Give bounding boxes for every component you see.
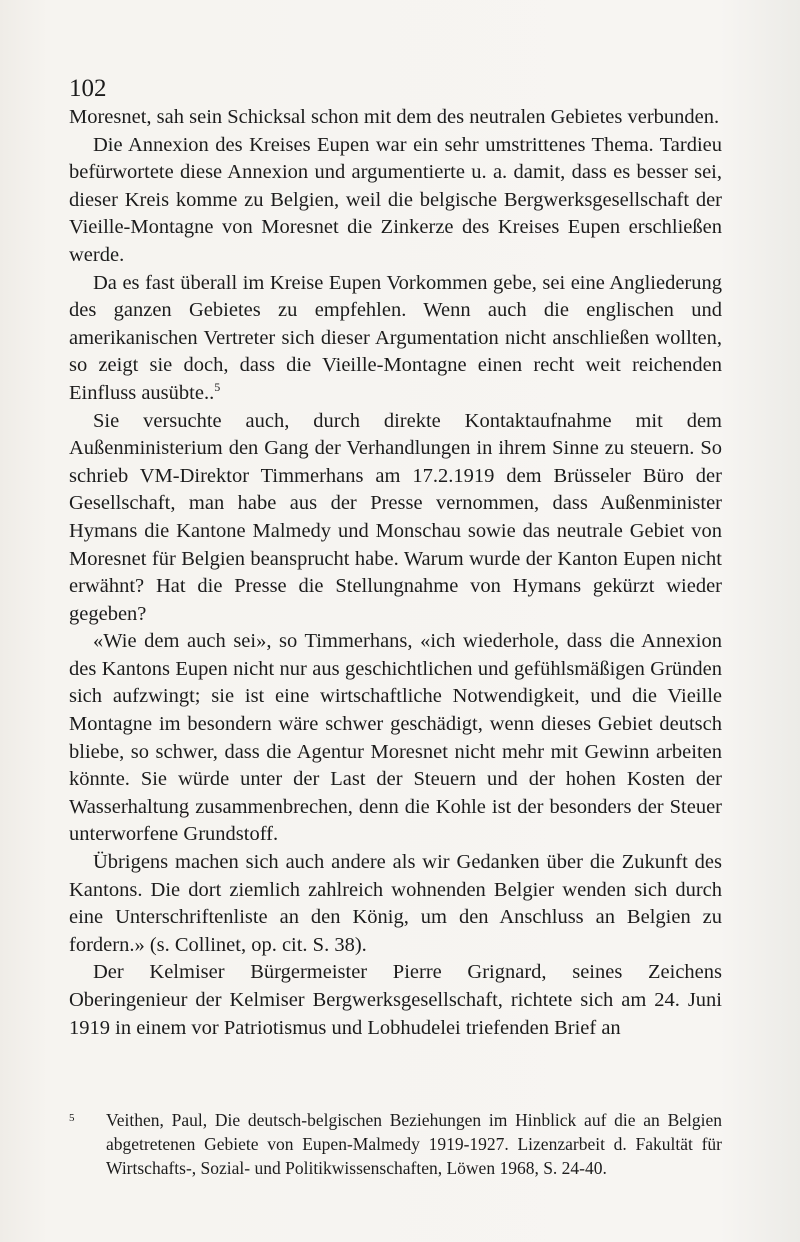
footnote-mark: 5 bbox=[69, 1112, 75, 1124]
footnotes bbox=[69, 1108, 722, 1180]
paragraph: Der Kelmiser Bürgermeister Pierre Grignard, seines Zeichens Oberingenieur der Kelmiser Bergwerksgesellschaft, richtete sich am 24. Juni 1919 in einem vor Patriotismus und Lobhudelei triefenden Brief an bbox=[69, 961, 722, 1039]
paragraph: «Wie dem auch sei», so Timmerhans, «ich wiederhole, dass die Annexion des Kantons Eupen nicht nur aus geschichtlichen und gefühlsmäßigen Gründen sich aufzwingt; sie ist eine wirtschaftliche Notwendigkeit, und die Vieille Montagne im besondern wäre schwer geschädigt, wenn dieses Gebiet deutsch bliebe, so schwer, dass die Agentur Moresnet nicht mehr mit Gewinn arbeiten könnte. Sie würde unter der Last der Steuern und der hohen Kosten der Wasserhaltung zusammenbrechen, denn die Kohle ist der besonders der Steuer unterworfene Grundstoff. bbox=[69, 630, 722, 846]
paragraph: Moresnet, sah sein Schicksal schon mit dem des neutralen Gebietes verbunden. bbox=[69, 106, 720, 128]
body-text bbox=[69, 104, 722, 1042]
paragraph: Da es fast überall im Kreise Eupen Vorkommen gebe, sei eine Angliederung des ganzen Gebietes zu empfehlen. Wenn auch die englischen und amerikanischen Vertreter sich dieser Argumentation nicht anschließen wollten, so zeigt sie doch, dass die Vieille-Montagne einen recht weit reichenden Einfluss ausübte..$^5$ bbox=[69, 271, 722, 404]
footnote bbox=[69, 1108, 722, 1180]
page-number: 102 bbox=[69, 75, 107, 102]
paragraph: Sie versuchte auch, durch direkte Kontaktaufnahme mit dem Außenministerium den Gang der Verhandlungen in ihrem Sinne zu steuern. So schrieb VM-Direktor Timmerhans am 17.2.1919 dem Brüsseler Büro der Gesellschaft, man habe aus der Presse vernommen, dass Außenminister Hymans die Kantone Malmedy und Monschau sowie das neutrale Gebiet von Moresnet für Belgien beansprucht habe. Warum wurde der Kanton Eupen nicht erwähnt? Hat die Presse die Stellungnahme von Hymans gekürzt wieder gegeben? bbox=[69, 409, 722, 625]
footnote-text: Veithen, Paul, Die deutsch-belgischen Beziehungen im Hinblick auf die an Belgien abgetretenen Gebiete von Eupen-Malmedy 1919-1927. Lizenzarbeit d. Fakultät für Wirtschafts-, Sozial- und Politikwissenschaften, Löwen 1968, S. 24-40. bbox=[106, 1110, 722, 1178]
paragraph: Die Annexion des Kreises Eupen war ein sehr umstrittenes Thema. Tardieu befürwortete diese Annexion und argumentierte u. a. damit, dass es besser sei, dieser Kreis komme zu Belgien, weil die belgische Bergwerksgesellschaft der Vieille-Montagne von Moresnet die Zinkerze des Kreises Eupen erschließen werde. bbox=[69, 133, 722, 266]
footnote-reference[interactable]: 5 bbox=[214, 379, 221, 394]
paragraph: Übrigens machen sich auch andere als wir Gedanken über die Zukunft des Kantons. Die dort ziemlich zahlreich wohnenden Belgier wenden sich durch eine Unterschriftenliste an den König, um den Anschluss an Belgien zu fordern.» (s. Collinet, op. cit. S. 38). bbox=[69, 851, 722, 956]
